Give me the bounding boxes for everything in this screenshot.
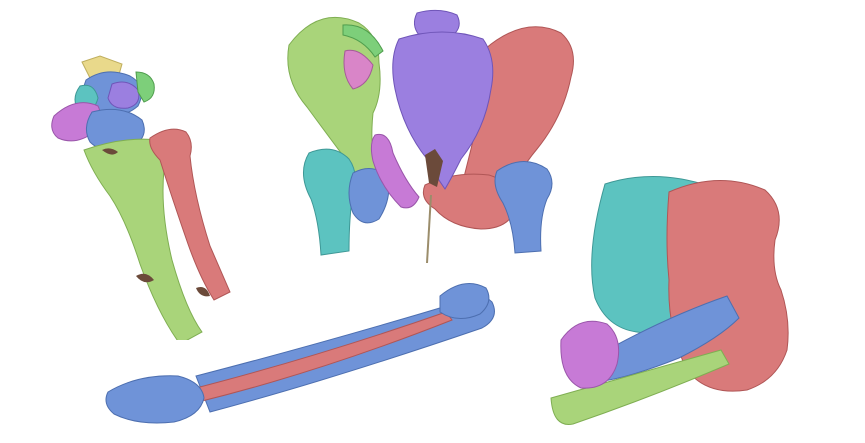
tibial-plateau-pink — [667, 180, 788, 391]
left-femur-cyan — [303, 149, 355, 255]
fibula-pink — [196, 312, 452, 402]
patella-magenta — [561, 321, 619, 388]
knee-model — [545, 170, 815, 435]
cuneiform-purple — [108, 82, 139, 108]
needle — [427, 195, 431, 263]
leg-model — [100, 280, 505, 440]
foot-blue — [106, 376, 204, 423]
